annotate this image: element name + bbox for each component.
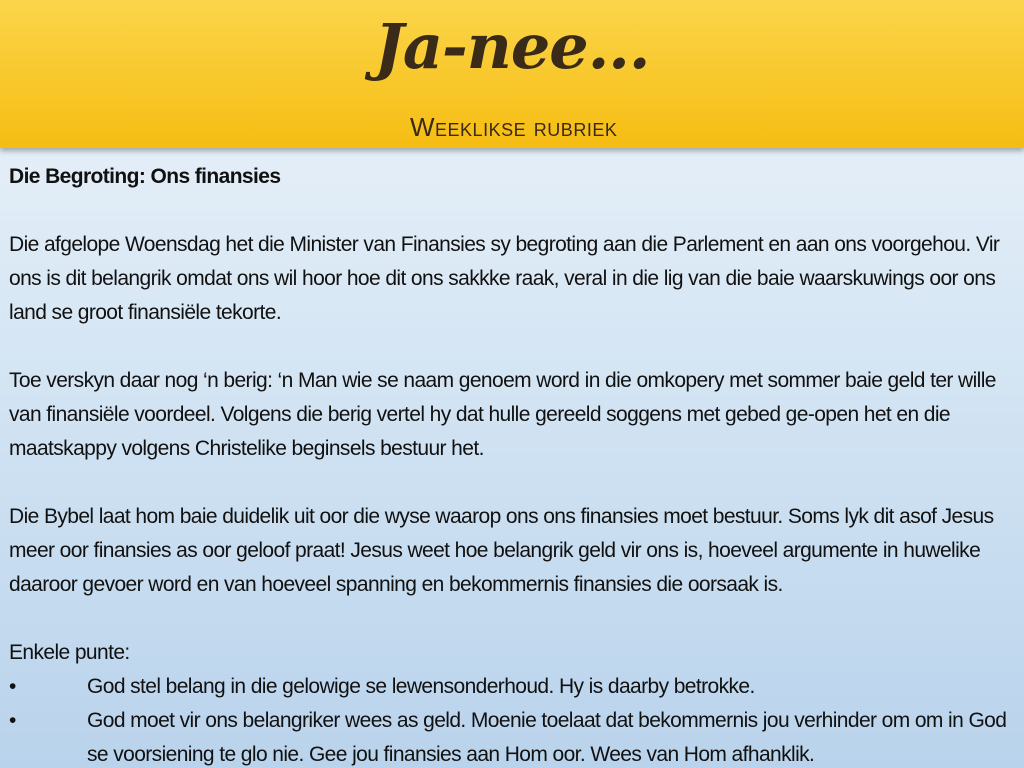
article-paragraph: Die Bybel laat hom baie duidelik uit oor die wyse waarop ons ons finansies moet bestuur. Soms lyk dit asof Jesus meer oor finansies as oor geloof praat! Jesus weet hoe belangrik geld vir ons is, hoeveel argumente in huwelike daaroor gevoer word en van hoeveel spanning en bekommernis finansies die oorsaak is. [9, 505, 994, 596]
list-item [9, 704, 1014, 768]
bullet-icon: • [9, 675, 16, 698]
article-paragraph: Toe verskyn daar nog ‘n berig: ‘n Man wie se naam genoem word in die omkopery met sommer baie geld ter wille van finansiële voordeel. Volgens die berig vertel hy dat hulle gereeld soggens met gebed ge-open het en die maatskappy volgens Christelike beginsels bestuur het. [9, 369, 996, 460]
article-body [9, 160, 1014, 768]
points-label: Enkele punte: [9, 641, 130, 664]
article-paragraph: Die afgelope Woensdag het die Minister van Finansies sy begroting aan die Parlement en aan ons voorgehou. Vir ons is dit belangrik omdat ons wil hoor hoe dit ons sakkke raak, veral in die lig van die baie waarskuwings oor ons land se groot finansiële tekorte. [9, 233, 1000, 324]
bullet-icon: • [9, 709, 16, 732]
header-banner [0, 0, 1024, 148]
points-list [9, 670, 1014, 768]
article-heading: Die Begroting: Ons finansies [9, 165, 281, 188]
column-title: Ja-nee... [374, 10, 650, 83]
list-item-text: God stel belang in die gelowige se lewensonderhoud. Hy is daarby betrokke. [87, 675, 755, 698]
list-item [9, 670, 1014, 704]
column-subtitle: Weeklikse rubriek [410, 112, 618, 142]
list-item-text: God moet vir ons belangriker wees as geld. Moenie toelaat dat bekommernis jou verhinder om om in God se voorsiening te glo nie. Gee jou finansies aan Hom oor. Wees van Hom afhanklik. [87, 709, 1007, 766]
